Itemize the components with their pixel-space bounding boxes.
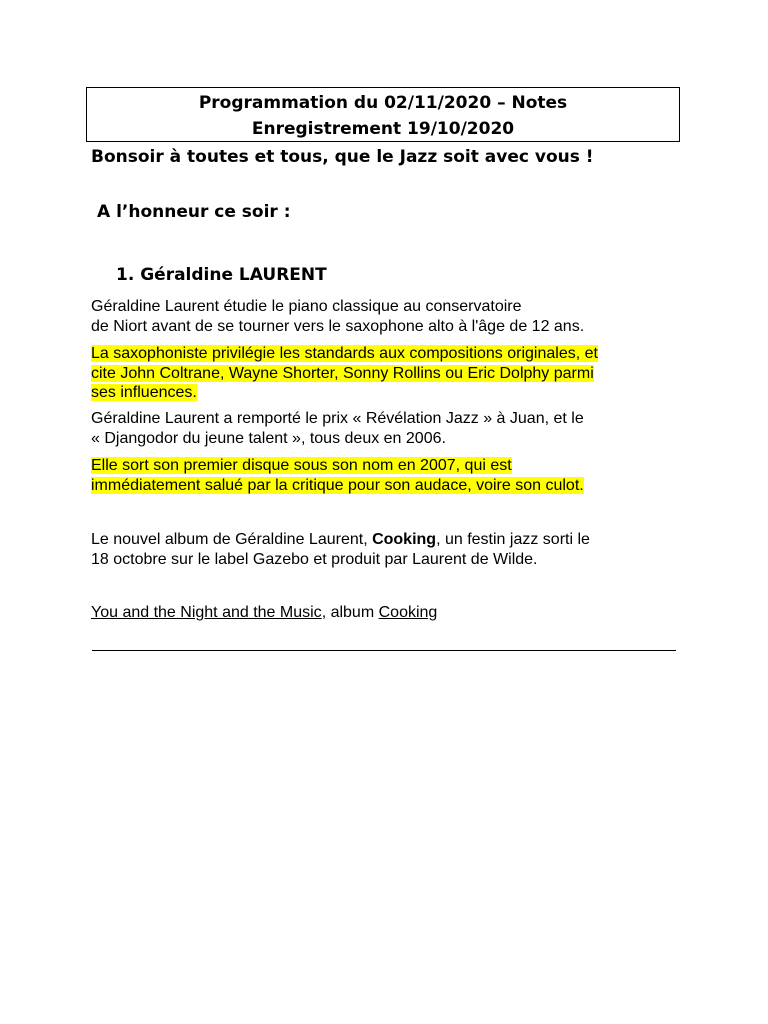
track-line: [91, 603, 681, 623]
highlighted-line: La saxophoniste privilégie les standards aux compositions originales, et: [91, 345, 598, 362]
horizontal-divider: [92, 650, 676, 651]
bio-paragraph-2-highlighted: [91, 344, 681, 403]
track-link[interactable]: You and the Night and the Music: [91, 604, 322, 621]
artist-heading: [116, 264, 327, 286]
highlighted-line: Elle sort son premier disque sous son nom en 2007, qui est: [91, 457, 512, 474]
paragraph-line: « Djangodor du jeune talent », tous deux en 2006.: [91, 429, 446, 447]
highlighted-line: cite John Coltrane, Wayne Shorter, Sonny Rollins ou Eric Dolphy parmi: [91, 364, 594, 382]
program-title-line2: Enregistrement 19/10/2020: [251, 119, 515, 139]
paragraph-line: 18 octobre sur le label Gazebo et produit par Laurent de Wilde.: [91, 550, 538, 568]
bio-paragraph-3: [91, 409, 681, 448]
program-title-line1: Programmation du 02/11/2020 – Notes: [198, 93, 568, 113]
bio-paragraph-4-highlighted: [91, 456, 681, 495]
paragraph-line: Géraldine Laurent étudie le piano classique au conservatoire: [91, 298, 522, 315]
highlighted-line: ses influences.: [91, 384, 197, 401]
album-paragraph: [91, 530, 681, 569]
greeting-text: Bonsoir à toutes et tous, que le Jazz soit avec vous !: [91, 147, 594, 167]
album-link[interactable]: Cooking: [378, 604, 438, 621]
album-text-after: , un festin jazz sorti le: [436, 531, 590, 548]
program-title-box: [86, 87, 680, 142]
paragraph-line: Géraldine Laurent a remporté le prix « Révélation Jazz » à Juan, et le: [91, 410, 584, 427]
highlighted-line: immédiatement salué par la critique pour son audace, voire son culot.: [91, 476, 584, 494]
paragraph-line: [91, 530, 681, 550]
artist-name: Géraldine LAURENT: [140, 265, 327, 285]
paragraph-line: de Niort avant de se tourner vers le saxophone alto à l'âge de 12 ans.: [91, 317, 585, 335]
album-title-bold: Cooking: [372, 531, 437, 548]
bio-paragraph-1: [91, 297, 681, 336]
honneur-heading: A l’honneur ce soir :: [97, 202, 291, 222]
album-text-before: Le nouvel album de Géraldine Laurent,: [91, 531, 373, 548]
track-separator-text: , album: [321, 604, 379, 621]
artist-list-number: 1.: [116, 265, 135, 285]
